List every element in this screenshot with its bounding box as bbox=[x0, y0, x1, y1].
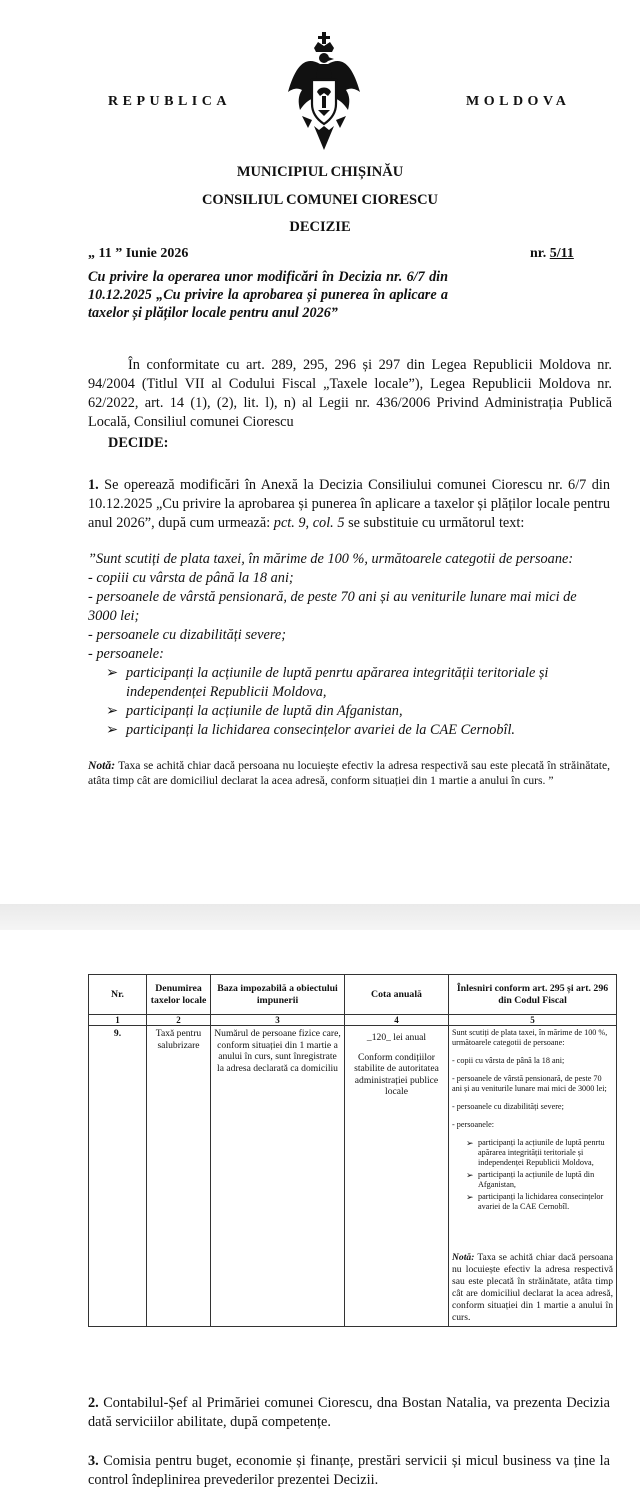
municipality-title: MUNICIPIUL CHIȘINĂU bbox=[236, 164, 404, 180]
column-header: Baza impozabilă a obiectului impunerii bbox=[211, 975, 345, 1015]
point-1-body: Se operează modificări în Anexă la Decizia Consiliului comunei Ciorescu nr. 6/7 din 10.12.2025 „Cu privire la aprobarea și punerea în aplicare a taxelor și plăților locale pentru anul 2026”, după cum urmează: bbox=[88, 477, 610, 531]
point-2-number: 2. bbox=[88, 1395, 99, 1411]
column-number: 1 bbox=[89, 1015, 147, 1026]
cell-list-item: - persoanele de vârstă pensionară, de peste 70 ani și au veniturile lunare mai mici de 3000 lei; bbox=[452, 1074, 607, 1093]
country-word-right: MOLDOVA bbox=[466, 94, 571, 109]
tax-base: Numărul de persoane fizice care, conform situației din 1 martie a anului în curs, sunt înregistrate la adresa declarată ca domiciliu bbox=[211, 1026, 345, 1327]
arrow-bullet-icon: ➢ bbox=[466, 1138, 474, 1148]
tax-rate: _120_ lei anual bbox=[366, 1032, 427, 1043]
list-subitem-text: participanți la acțiunile de luptă penrtu apărarea integrității teritoriale și independenței Republicii Moldova, bbox=[126, 665, 549, 700]
table-column-number-row bbox=[89, 1015, 617, 1026]
decision-number-value: 5/11 bbox=[549, 246, 574, 261]
tax-rate-note: Conform condițiilor stabilite de autoritatea administrației publice locale bbox=[354, 1051, 439, 1097]
list-item: - copiii cu vârsta de până la 18 ani; bbox=[88, 570, 294, 586]
arrow-bullet-icon: ➢ bbox=[466, 1192, 474, 1202]
cell-list-subitem bbox=[466, 1192, 613, 1212]
decision-number-prefix: nr. bbox=[530, 246, 547, 261]
list-item: - persoanele cu dizabilități severe; bbox=[88, 627, 286, 643]
column-number: 5 bbox=[449, 1015, 617, 1026]
point-1-number: 1. bbox=[88, 477, 99, 493]
page-break bbox=[0, 904, 640, 930]
point-1-text bbox=[88, 476, 610, 533]
annex-table bbox=[88, 974, 617, 1327]
coat-of-arms-emblem bbox=[284, 30, 364, 156]
point-3-number: 3. bbox=[88, 1453, 99, 1469]
note-paragraph bbox=[88, 758, 610, 788]
table-header-row bbox=[89, 975, 617, 1015]
country-word-left: REPUBLICA bbox=[108, 94, 231, 109]
decision-subject: Cu privire la operarea unor modificări în Decizia nr. 6/7 din 10.12.2025 „Cu privire la aprobarea și punerea în aplicare a taxelor și plăților locale pentru anul 2026” bbox=[88, 269, 448, 321]
note-text: Taxa se achită chiar dacă persoana nu locuiește efectiv la adresa respectivă sau este plecată în străinătate, atâta timp cât are domiciliul declarat la acea adresă, conform situației din 1 martie a anului în curs. ” bbox=[88, 759, 610, 787]
list-item: - persoanele: bbox=[88, 646, 164, 662]
tax-rate-cell bbox=[345, 1026, 449, 1327]
cell-list-subitem bbox=[466, 1138, 613, 1168]
column-header: Înlesniri conform art. 295 și art. 296 din Codul Fiscal bbox=[449, 975, 617, 1015]
cell-list-subitem-text: participanți la acțiunile de luptă din Afganistan, bbox=[478, 1170, 595, 1189]
cell-list-subitem bbox=[466, 1170, 613, 1190]
council-title: CONSILIUL COMUNEI CIORESCU bbox=[201, 192, 439, 208]
column-header: Cota anuală bbox=[345, 975, 449, 1015]
point-1-ref: pct. 9, col. 5 bbox=[273, 515, 345, 531]
list-subitem bbox=[88, 702, 608, 721]
cell-list-subitem-text: participanți la acțiunile de luptă penrtu apărarea integrității teritoriale și independenței Republicii Moldova, bbox=[478, 1138, 605, 1167]
tax-name: Taxă pentru salubrizare bbox=[147, 1026, 211, 1327]
cell-list-item: - persoanele cu dizabilități severe; bbox=[452, 1102, 564, 1111]
list-subitem-text: participanți la acțiunile de luptă din Afganistan, bbox=[126, 703, 403, 719]
column-number: 4 bbox=[345, 1015, 449, 1026]
point-2-body: Contabilul-Șef al Primăriei comunei Ciorescu, dna Bostan Natalia, va prezenta Decizia dată serviciilor abilitate, după competențe. bbox=[88, 1395, 611, 1430]
column-header: Denumirea taxelor locale bbox=[147, 975, 211, 1015]
preamble-text: În conformitate cu art. 289, 295, 296 și 297 din Legea Republicii Moldova nr. 94/2004 (Titlul VII al Codului Fiscal „Taxele locale”), Legea Republicii Moldova nr. 62/2022, art. 14 (1), (2), lit. l), n) al Legii nr. 436/2006 Privind Administrația Publică Locală, Consiliul comunei Ciorescu bbox=[88, 357, 612, 430]
cell-list-item: - persoanele: bbox=[452, 1120, 495, 1129]
decide-label: DECIDE: bbox=[108, 435, 169, 451]
decision-date: „ 11 ” Iunie 2026 bbox=[88, 246, 189, 261]
exemptions-cell bbox=[449, 1026, 617, 1327]
row-number: 9. bbox=[89, 1026, 147, 1327]
cell-note bbox=[452, 1252, 613, 1324]
exemptions-intro: ”Sunt scutiți de plata taxei, în mărime de 100 %, următoarele categotii de persoane: bbox=[88, 551, 574, 567]
list-subitem bbox=[88, 721, 608, 740]
document-type-title: DECIZIE bbox=[289, 219, 351, 235]
decision-number bbox=[530, 246, 574, 262]
arrow-bullet-icon: ➢ bbox=[106, 665, 118, 681]
cell-note-text: Taxa se achită chiar dacă persoana nu locuiește efectiv la adresa respectivă sau este plecată în străinătate, atâta timp cât are domiciliul declarat la acea adresă, conform situației din 1 martie a anului în curs. bbox=[452, 1252, 613, 1323]
cell-list-item: - copii cu vârsta de până la 18 ani; bbox=[452, 1056, 565, 1065]
exemptions-list bbox=[88, 550, 608, 740]
point-3-text bbox=[88, 1452, 610, 1490]
point-2-text bbox=[88, 1394, 610, 1432]
cell-list-subitem-text: participanți la lichidarea consecințelor avariei de la CAE Cernobîl. bbox=[478, 1192, 604, 1211]
column-number: 2 bbox=[147, 1015, 211, 1026]
arrow-bullet-icon: ➢ bbox=[106, 703, 118, 719]
column-number: 3 bbox=[211, 1015, 345, 1026]
column-header: Nr. bbox=[89, 975, 147, 1015]
list-subitem-text: participanți la lichidarea consecințelor avariei de la CAE Cernobîl. bbox=[126, 722, 516, 738]
point-1-tail: se substituie cu următorul text: bbox=[348, 515, 525, 531]
cell-exemptions-intro: Sunt scutiți de plata taxei, în mărime de 100 %, următoarele categotii de persoane: bbox=[452, 1028, 608, 1047]
point-3-body: Comisia pentru buget, economie și finanțe, prestări servicii și micul business va ține la control îndeplinirea prevederilor prezentei Decizii. bbox=[88, 1453, 610, 1488]
list-item: - persoanele de vârstă pensionară, de peste 70 ani și au veniturile lunare mai mici de 3000 lei; bbox=[88, 589, 577, 624]
table-row bbox=[89, 1026, 617, 1327]
arrow-bullet-icon: ➢ bbox=[466, 1170, 474, 1180]
arrow-bullet-icon: ➢ bbox=[106, 722, 118, 738]
list-subitem bbox=[88, 664, 608, 702]
cell-note-label: Notă: bbox=[452, 1252, 475, 1263]
note-label: Notă: bbox=[88, 759, 116, 772]
